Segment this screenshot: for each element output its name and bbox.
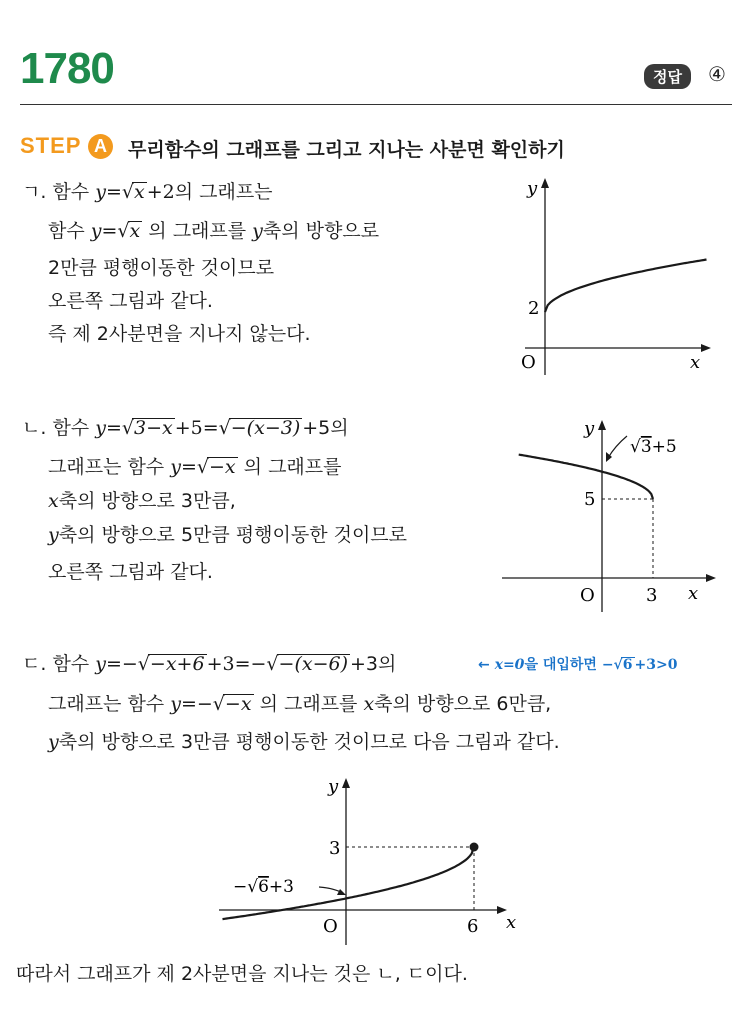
header-divider: [20, 104, 732, 105]
part2-marker: ㄴ.: [22, 417, 47, 439]
sqrt-icon: √: [196, 456, 209, 478]
sqrt-icon: √: [266, 653, 279, 675]
part1-eq-tail: +2: [146, 181, 175, 203]
part1-line2-eq: =: [101, 220, 118, 242]
problem-number: 1780: [20, 44, 114, 93]
part3-graph-x-label: x: [506, 912, 517, 933]
part1-eq-sign: =: [105, 181, 122, 203]
part2-graph-origin: O: [580, 585, 595, 606]
part3-line3-suffix: 축의 방향으로 3만큼 평행이동한 것이므로 다음 그림과 같다.: [58, 731, 560, 753]
left-arrow-icon: ←: [478, 657, 490, 673]
part3-endpoint: [470, 843, 479, 852]
conclusion: 따라서 그래프가 제 2사분면을 지나는 것은 ㄴ, ㄷ이다.: [16, 963, 468, 985]
sqrt-icon: √: [218, 417, 231, 439]
arrowhead-icon: [701, 344, 711, 352]
part1-line2-mid: 의 그래프를: [148, 220, 247, 242]
part3-graph-y-level: 3: [329, 838, 341, 859]
part3-graph-y-label: y: [328, 776, 339, 797]
note-minus: −: [601, 657, 614, 673]
part3-mid-a: +3=−: [206, 653, 267, 675]
arrowhead-icon: [342, 778, 350, 788]
part1-graph-origin: O: [521, 352, 536, 373]
part2-line2-eq: =: [180, 456, 197, 478]
part3-prefix: 함수: [52, 653, 90, 675]
part3-line3-axis: y: [48, 731, 59, 753]
arrowhead-icon: [598, 420, 606, 430]
part3-eq-lhs: y: [95, 653, 106, 675]
arrowhead-icon: [541, 178, 549, 188]
part1-graph: [505, 170, 725, 390]
part1-graph-y-intercept: 2: [528, 298, 540, 319]
part1-graph-x-label: x: [690, 352, 701, 373]
part3-line2-prefix: 그래프는 함수: [48, 693, 165, 715]
part2-radicand-b: −(x−3): [230, 417, 301, 439]
arrowhead-icon: [706, 574, 716, 582]
part2-line3: [48, 490, 236, 513]
part3-radicand-a: −x+6: [149, 653, 205, 675]
note-radicand: 6: [622, 657, 633, 673]
part2-line4-suffix: 축의 방향으로 5만큼 평행이동한 것이므로: [58, 524, 407, 546]
part1-prefix: 함수: [52, 181, 90, 203]
part2-radicand-a: 3−x: [133, 417, 173, 439]
part2-line2-radicand: −x: [208, 456, 236, 478]
part3-line1: [22, 653, 396, 676]
part2-graph-y-label: y: [584, 418, 595, 439]
part2-line5: 오른쪽 그림과 같다.: [48, 561, 213, 583]
part2-line2: [48, 456, 341, 479]
part1-marker: ㄱ.: [22, 181, 47, 203]
arrowhead-icon: [337, 889, 346, 895]
part2-line4-axis: y: [48, 524, 59, 546]
part3-line2: [48, 693, 551, 716]
note-tail: +3>0: [634, 657, 678, 673]
part3-line2-radicand: −x: [224, 693, 252, 715]
part3-side-note: [478, 654, 677, 674]
part1-line3: 2만큼 평행이동한 것이므로: [48, 257, 275, 279]
part2-line3-axis: x: [48, 490, 59, 512]
part3-graph: [215, 770, 535, 950]
part1-graph-y-label: y: [527, 178, 538, 199]
sqrt-icon: √: [121, 417, 134, 439]
part2-intercept-tail: +5: [651, 437, 677, 457]
part2-line2-prefix: 그래프는 함수: [48, 456, 165, 478]
sqrt-icon: √: [212, 693, 225, 715]
part2-graph-y-level: 5: [584, 489, 596, 510]
part1-line5: 즉 제 2사분면을 지나지 않는다.: [48, 323, 311, 345]
part3-line3: [48, 731, 560, 754]
part2-label-pointer: [608, 436, 627, 458]
part2-graph-x-label: x: [688, 583, 699, 604]
part2-tail-b: +5의: [302, 417, 349, 439]
part2-line4: [48, 524, 407, 547]
part3-intercept-label: [233, 877, 294, 897]
sqrt-icon: √: [121, 181, 134, 203]
part1-line2-lhs: y: [90, 220, 102, 242]
part2-intercept-label: [630, 437, 677, 457]
sqrt-icon: √: [613, 657, 623, 673]
part3-graph-origin: O: [323, 916, 338, 937]
step-label: STEP: [20, 133, 82, 158]
part2-graph: [500, 412, 720, 622]
part1-line2-radicand: x: [129, 220, 141, 242]
part3-intercept-tail: +3: [268, 877, 294, 897]
part2-prefix: 함수: [52, 417, 90, 439]
step-title: 무리함수의 그래프를 그리고 지나는 사분면 확인하기: [128, 139, 565, 161]
note-text: 을 대입하면: [524, 657, 597, 673]
answer-badge: 정답: [644, 64, 691, 89]
part3-radicand-b: −(x−6): [278, 653, 348, 675]
part2-line3-suffix: 축의 방향으로 3만큼,: [58, 490, 236, 512]
sqrt-icon: √: [137, 653, 150, 675]
part1-eq-lhs: y: [95, 181, 106, 203]
part2-mid-a: +5=: [174, 417, 219, 439]
part1-line2: [48, 220, 379, 243]
part2-line2-lhs: y: [170, 456, 181, 478]
part2-eq-lhs: y: [95, 417, 106, 439]
part3-graph-x-end: 6: [467, 916, 479, 937]
part3-intercept-radicand: 6: [258, 877, 269, 897]
sqrt-icon: √: [117, 220, 130, 242]
part2-line2-suffix: 의 그래프를: [243, 456, 342, 478]
note-condition: x=0: [494, 657, 525, 673]
part3-line2-eq: =−: [180, 693, 213, 715]
part3-line2-suffix: 축의 방향으로 6만큼,: [374, 693, 552, 715]
answer-value: ④: [708, 62, 726, 86]
part3-marker: ㄷ.: [22, 653, 47, 675]
part3-eq-sign: =−: [105, 653, 138, 675]
part1-line2-prefix: 함수: [48, 220, 85, 242]
part3-tail-b: +3의: [350, 653, 397, 675]
part3-line2-axis: x: [363, 693, 375, 715]
part1-curve: [545, 260, 707, 313]
sqrt-icon: √: [630, 437, 641, 457]
part2-intercept-radicand: 3: [640, 437, 652, 457]
part1-line4: 오른쪽 그림과 같다.: [48, 290, 213, 312]
sqrt-icon: √: [247, 877, 259, 897]
part1-line2-suffix: 축의 방향으로: [262, 220, 380, 242]
part3-line2-lhs: y: [170, 693, 181, 715]
part1-line1: [22, 181, 273, 204]
part1-radicand: x: [133, 181, 145, 203]
step-letter-badge: A: [88, 134, 113, 159]
part2-line1: [22, 417, 349, 440]
part1-suffix: 의 그래프는: [174, 181, 273, 203]
part2-graph-x-end: 3: [646, 585, 658, 606]
part1-line2-axis: y: [252, 220, 263, 242]
part3-intercept-minus: −: [233, 877, 248, 897]
part3-line2-mid: 의 그래프를: [259, 693, 358, 715]
part2-eq-sign: =: [105, 417, 122, 439]
